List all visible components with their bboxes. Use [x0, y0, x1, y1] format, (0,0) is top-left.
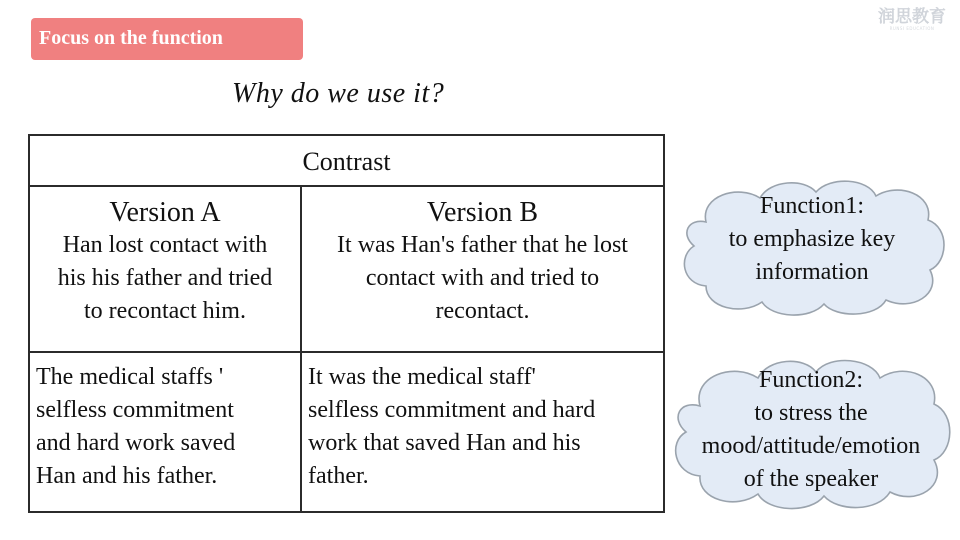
question-heading: Why do we use it? — [232, 78, 445, 109]
table-caption: Contrast — [29, 135, 664, 186]
contrast-table — [28, 134, 665, 513]
version-a-text-1 — [30, 229, 300, 351]
logo-text: 润思教育 — [878, 7, 946, 27]
function2-text — [668, 364, 954, 496]
text-line: The medical staffs ' — [36, 364, 224, 390]
function1-text — [676, 190, 948, 289]
text-line: selfless commitment and hard — [308, 397, 596, 423]
version-b-text-2 — [301, 352, 664, 512]
text-line: contact with and tried to — [365, 265, 600, 291]
logo-subtext: RUNSI EDUCATION — [889, 26, 935, 31]
cloud-line: information — [755, 259, 869, 285]
cloud-line: to emphasize key — [728, 226, 896, 252]
text-line: It was the medical staff' — [308, 364, 536, 390]
brand-logo — [876, 8, 948, 34]
text-line: It was Han's father that he lost — [337, 232, 628, 258]
cloud-line: to stress the — [754, 400, 868, 426]
function1-cloud — [676, 176, 948, 316]
cloud-line: Function2: — [758, 367, 863, 393]
text-line: Han lost contact with — [62, 232, 268, 258]
text-line: recontact. — [435, 298, 530, 324]
version-a-text-2 — [29, 352, 301, 512]
text-line: his his father and tried — [57, 265, 273, 291]
version-b-text-1 — [302, 229, 663, 351]
version-b-header: Version B — [426, 197, 539, 228]
text-line: and hard work saved — [36, 430, 236, 456]
text-line: father. — [308, 463, 369, 489]
function2-cloud — [668, 356, 954, 510]
cloud-line: of the speaker — [743, 466, 879, 492]
version-b-column — [301, 186, 664, 352]
text-line: work that saved Han and his — [308, 430, 581, 456]
text-line: to recontact him. — [84, 298, 246, 324]
version-a-column — [29, 186, 301, 352]
focus-badge: Focus on the function — [31, 18, 303, 60]
version-a-header: Version A — [109, 197, 221, 228]
text-line: Han and his father. — [36, 463, 218, 489]
text-line: selfless commitment — [36, 397, 234, 423]
cloud-line: mood/attitude/emotion — [701, 433, 921, 459]
cloud-line: Function1: — [759, 193, 864, 219]
